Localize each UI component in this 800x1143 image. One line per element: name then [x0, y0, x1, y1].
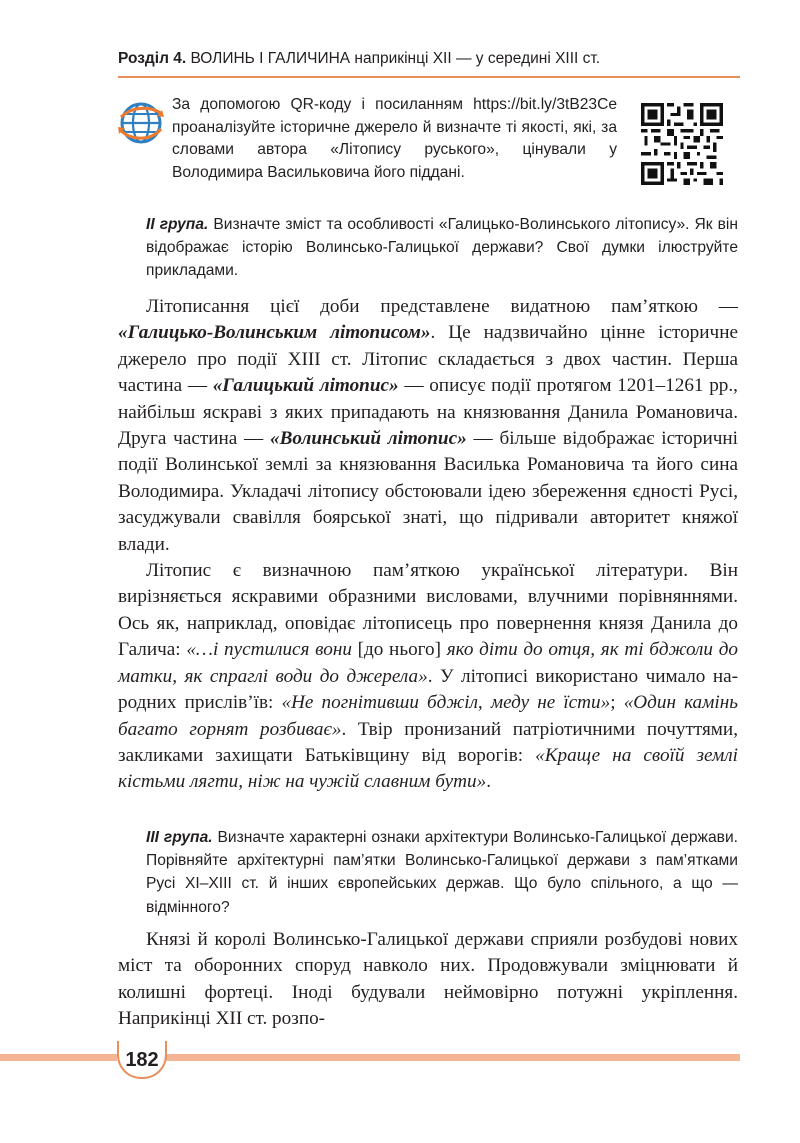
- term-galician-chronicle: «Галицький літопис»: [212, 375, 399, 397]
- paragraph-architecture: Князі й королі Волинсько-Галицької держави сприяли розбудові нових міст та оборонних споруд навколо них. Продовжували зміцнювати й колишні фортеці. Іноді будували неймовірно потужні укріплення. Наприкінці XII ст. розпо-: [118, 929, 738, 1030]
- text-run: — описує події протягом 1201–1261 рр., найбільш яскраві з яких припадають на князювання Данила Романовича. Друга частина —: [118, 375, 738, 450]
- page-number: 182: [125, 1049, 159, 1071]
- web-task-text: За допомогою QR-коду і посиланням https://bit.ly/3tB23Ce проаналізуйте історичне джерело й визначте ті якості, які, за словами автора «Літопису руського», цінували у Володимира Васильковича його піддані.: [172, 96, 617, 181]
- text-run: .: [486, 771, 491, 793]
- proverb: «Один камінь багато горнят розбиває»: [118, 692, 738, 740]
- group-2-task: [146, 213, 738, 283]
- text-run: . Це надзвичайно цінне історичне джерело про події XIII ст. Літопис складається з двох частин. Перша частина —: [118, 322, 738, 397]
- group-3-task: [146, 826, 738, 919]
- text-run: . Твір пронизаний патріотичними почуттями, закликами захищати Батьківщину від ворогів:: [118, 718, 738, 766]
- paragraph-chronicle: [118, 294, 738, 558]
- main-text-block-2: [118, 927, 738, 1033]
- main-text-block-1: [118, 294, 738, 796]
- section-title: ВОЛИНЬ І ГАЛИЧИНА наприкінці XII — у середині XIII ст.: [190, 50, 601, 67]
- group-3-label: ІІІ група.: [146, 829, 213, 846]
- text-run: Літопис є визначною пам’яткою української літератури. Він вирізняється яскравими образними висловами, влучними порівняннями. Ось як, наприклад, оповідає літописець про повернення князя Данила до Галича:: [118, 560, 738, 661]
- group-2-label: ІІ група.: [146, 216, 209, 233]
- group-2-text: Визначте зміст та особливості «Галицько-Волинського літопису». Як він відображає історію Волинсько-Галицької держави? Свої думки ілюструйте прикладами.: [146, 216, 738, 280]
- proverb: «Не погнітивши бджіл, меду не їсти»: [281, 692, 611, 714]
- group-3-text: Визначте характерні ознаки архітектури Волинсько-Галицької держави. Порівняйте архітектурні пам’ятки Волинсько-Галицької держави з пам’ятками Русі XI–XIII ст. й інших європейських держав. Що було спільного, а що — відмінного?: [146, 829, 738, 916]
- text-run: ;: [610, 692, 624, 714]
- text-run: [до нього]: [351, 639, 447, 661]
- section-label: Розділ 4.: [118, 50, 187, 67]
- text-run: . У літописі використано чимало народних прислів’їв:: [118, 665, 738, 714]
- paragraph-literature: [118, 558, 738, 796]
- footer-stripe-right: [163, 1054, 740, 1061]
- header-divider: [118, 76, 740, 78]
- running-header: [118, 50, 738, 68]
- quote: яко діти до отця, як ті бджоли до матки, як спраглі води до джерела»: [118, 639, 739, 687]
- term-volhynian-chronicle: «Волинський літопис»: [270, 428, 467, 450]
- quote: «Краще на своїй землі кістьми лягти, ніж на чужій славним бути»: [118, 744, 738, 793]
- quote: «…і пустилися вони: [186, 639, 352, 661]
- text-run: — більше відображає історичні події Волинської землі за князювання Василька Романовича та його сина Володимира. Укладачі літопису обстоювали ідею збереження єдності Русі, засуджували свавілля боярської знаті, що підривали авторитет княжої влади.: [118, 428, 738, 555]
- footer-stripe-left: [0, 1054, 117, 1061]
- globe-web-icon: [118, 100, 164, 146]
- term-galician-volhynian-chronicle: «Галицько-Волинським літописом»: [118, 322, 431, 344]
- qr-code[interactable]: [641, 103, 723, 185]
- text-run: Літописання цієї доби представлене видатною пам’яткою —: [146, 296, 738, 317]
